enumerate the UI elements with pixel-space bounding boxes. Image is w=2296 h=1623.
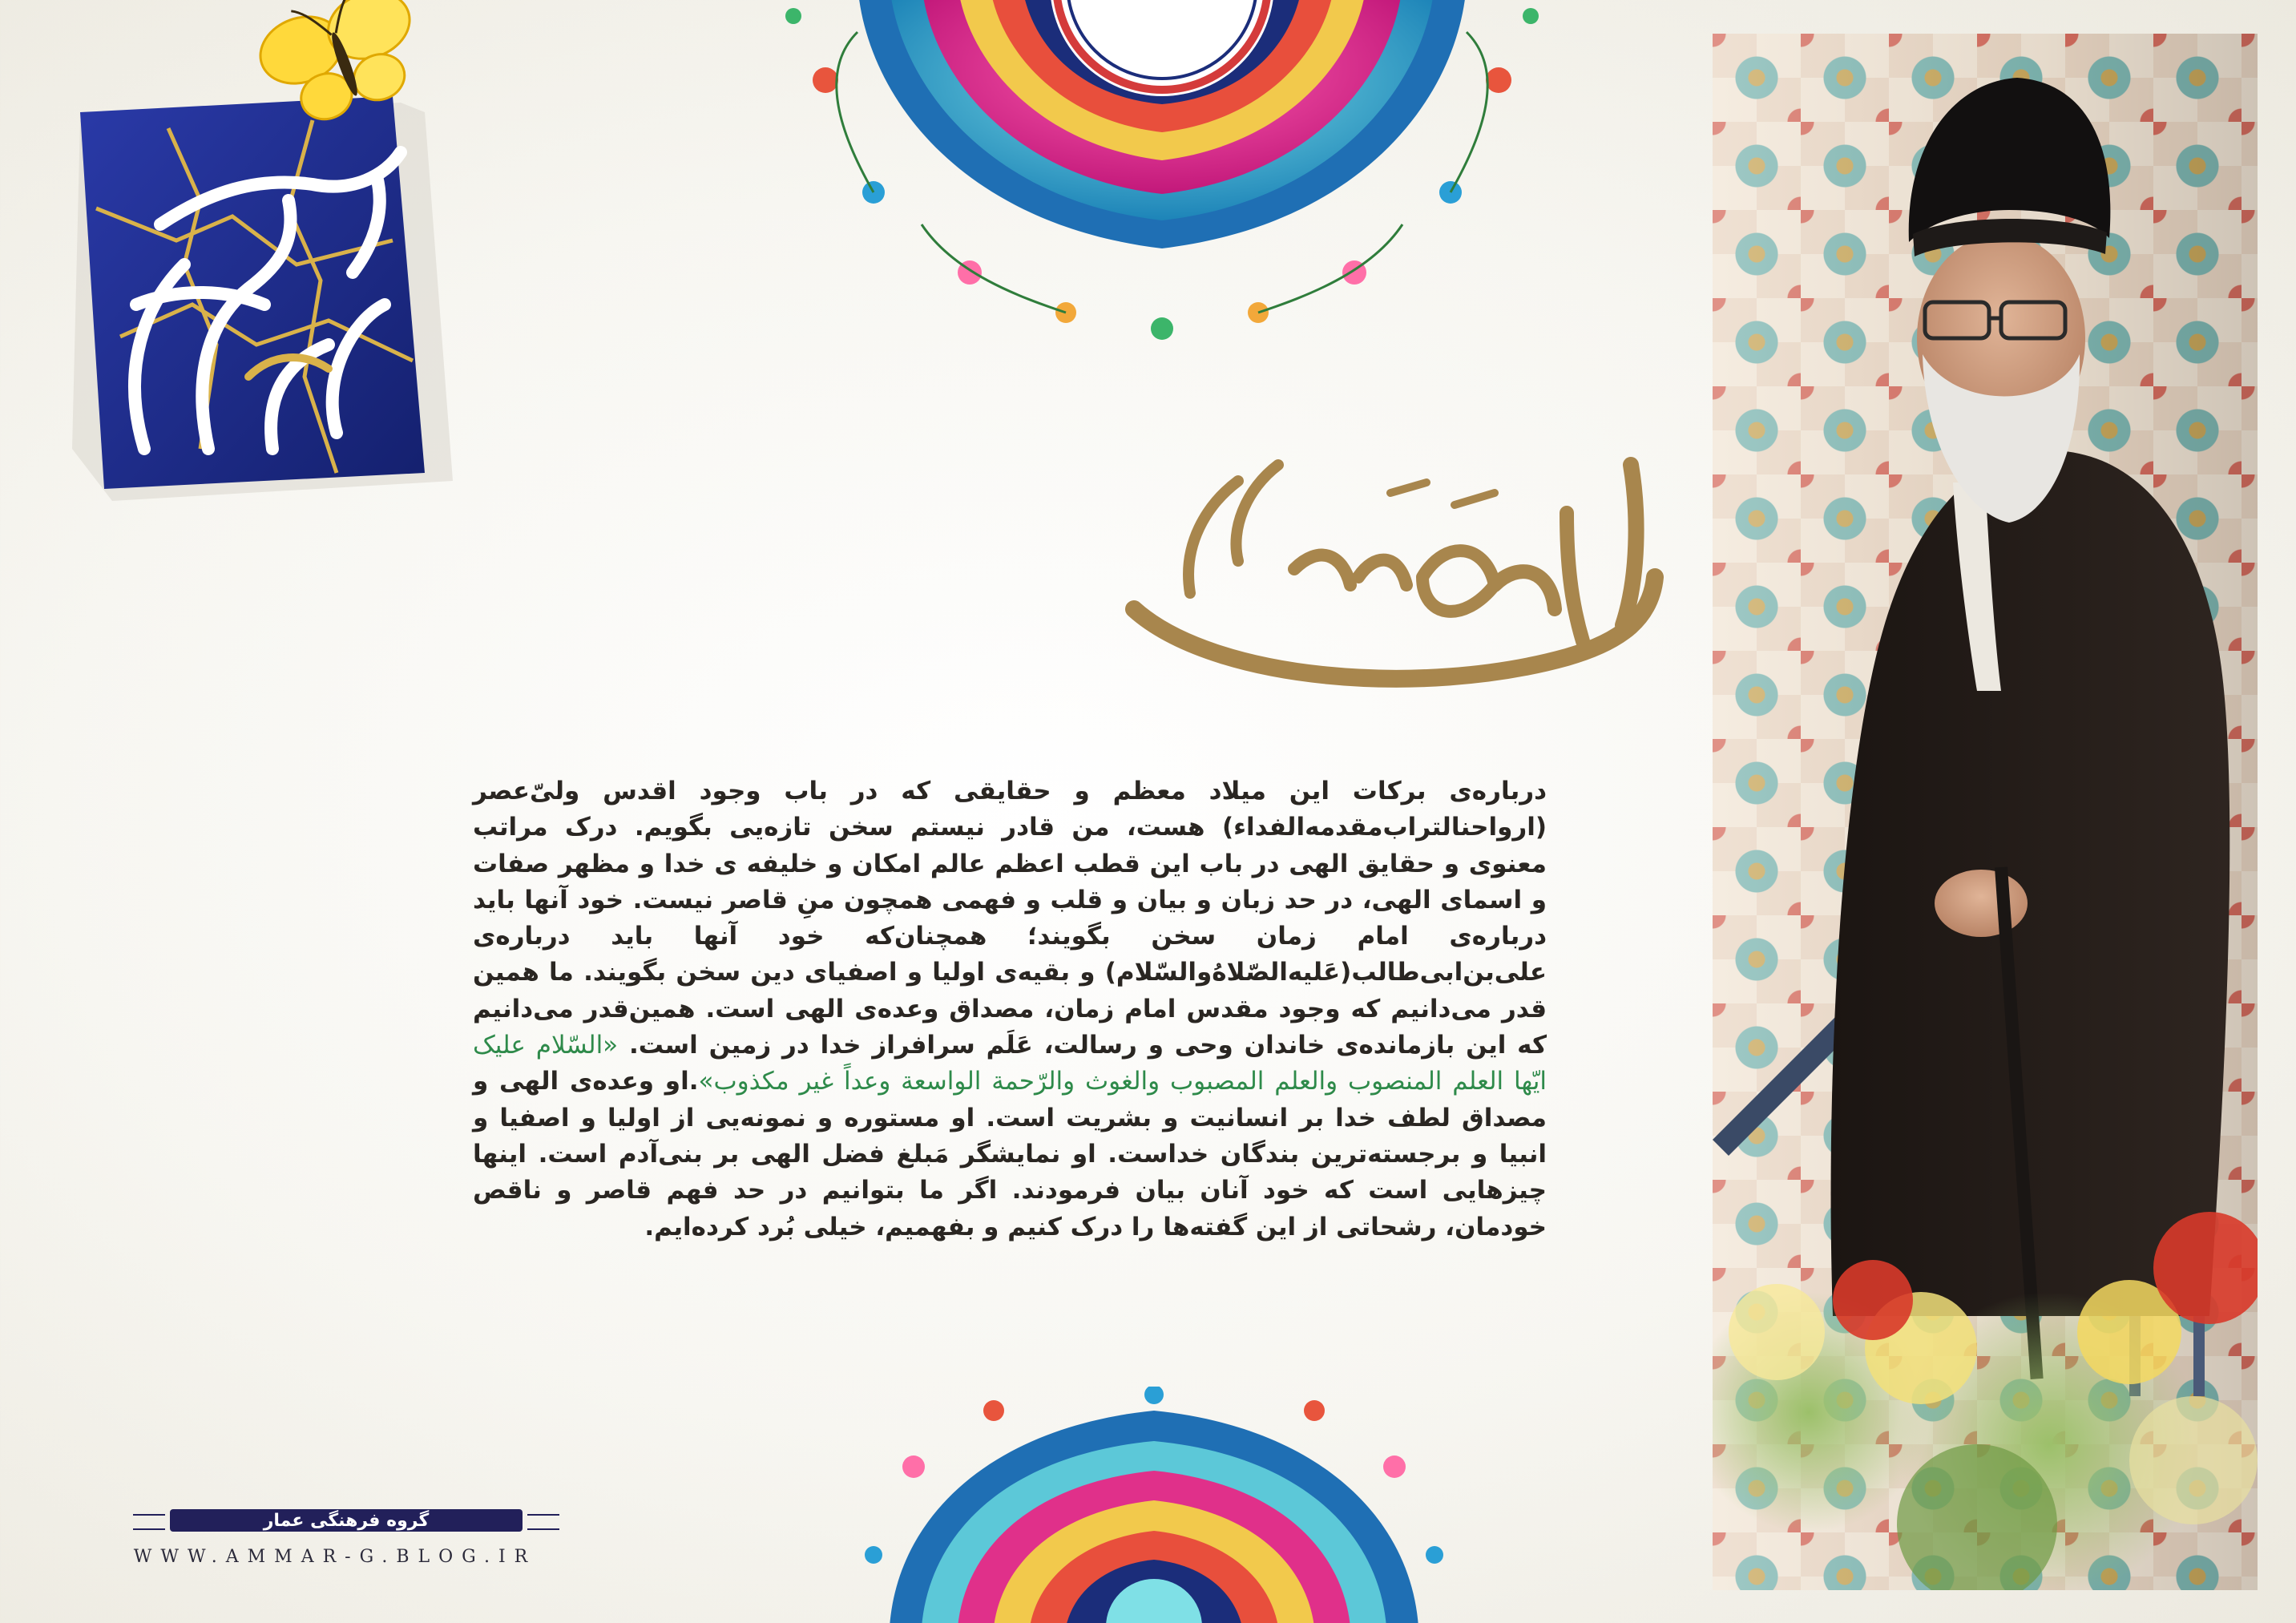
tile-calligraphy-text: یا اباصالح المهدی ادرکنی bbox=[48, 0, 57, 1]
calligraphy-tile bbox=[48, 0, 497, 513]
top-rosette-ornament bbox=[737, 0, 1587, 361]
portrait-photo bbox=[1713, 34, 2258, 1590]
title-text: امام خامنه‌ای bbox=[1118, 417, 1123, 418]
website-url: WWW.AMMAR-G.BLOG.IR bbox=[133, 1547, 537, 1567]
quote-paragraph bbox=[473, 773, 1547, 1246]
logo-text: گروه فرهنگی عمار bbox=[263, 1510, 430, 1531]
title-calligraphy bbox=[1118, 417, 1671, 725]
quote-text-before: درباره‌ی برکات این میلاد معظم و حقایقی که در باب وجود اقدس ولیّ‌عصر (ارواحنالتراب‌مقدمه‌الفداء) هست، من قادر نیستم سخن تازه‌یی بگویم. درک مراتب معنوی و حقایق الهی در باب این قطب اعظم عالم امکان و خلیفه ی خدا و مظهر صفات و اسمای الهی، در حد زبان و بیان و قلب و فهمی همچون منِ قاصر نیست. خود آنها باید درباره‌ی امام زمان سخن بگویند؛ همچنان‌که خود آنها باید درباره‌ی علی‌بن‌ابی‌طالب(عَلیه‌الصّلاهُ‌والسّلام) و بقیه‌ی اولیا و اصفیای دین سخن بگویند. ما همین قدر می‌دانیم که وجود مقدس امام زمان، مصداق وعده‌ی الهی است. همین‌قدر می‌دانیم که این بازمانده‌ی خاندان وحی و رسالت، عَلَم سرافراز خدا در زمین است. bbox=[473, 777, 1547, 1060]
quote-arabic-salutation: «السّلام علیک ایّها العلم المنصوب والعلم المصبوب والغوث والرّحمة الواسعة وعداً غیر مکذوب» bbox=[473, 1031, 1547, 1096]
quote-text-after: .او وعده‌ی الهی و مصداق لطف خدا بر انسانیت و بشریت است. او مستوره و نمونه‌یی از اولیا و اصفیا و انبیا و برجسته‌ترین بندگان خداست. او نمایشگر مَبلغ فضل الهی بر بنی‌آدم است. اینها چیزهایی است که خود آنان بیان فرمودند. اگر ما بتوانیم در حد فهم قاصر و ناقص خودمان، رشحاتی از این گفته‌ها را درک کنیم و بفهمیم، خیلی بُرد کرده‌ایم. bbox=[473, 1067, 1547, 1241]
bottom-rosette-ornament bbox=[849, 1387, 1459, 1623]
ammar-group-logo bbox=[138, 1504, 555, 1536]
